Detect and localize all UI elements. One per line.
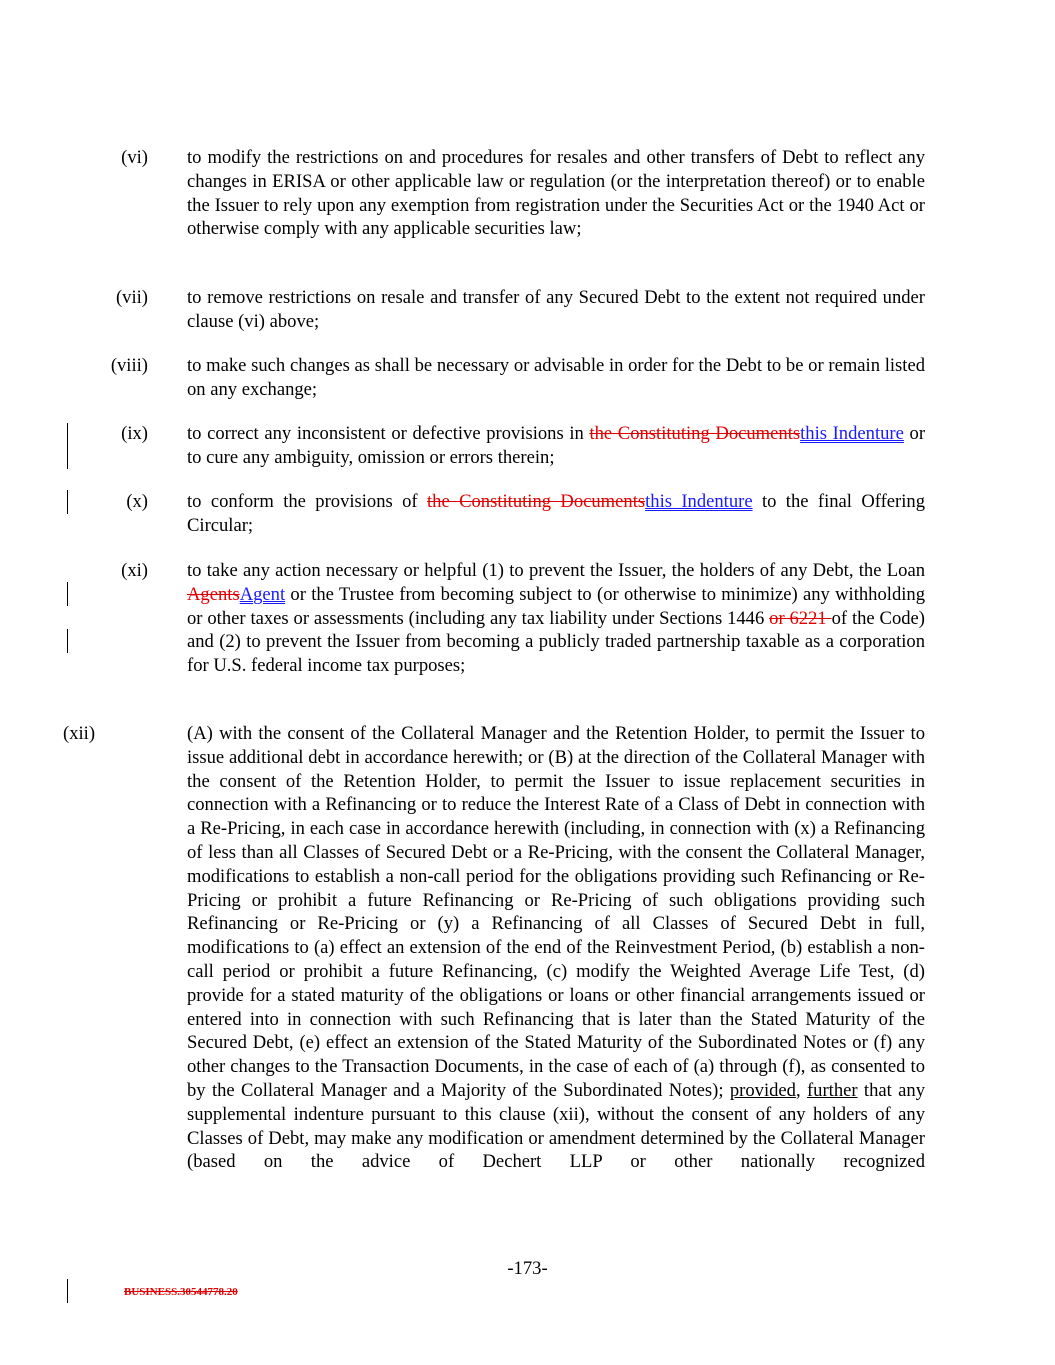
page-number: -173-	[507, 1258, 548, 1279]
inserted-text: Agent	[239, 583, 286, 605]
clause-number: (xii)	[63, 723, 96, 744]
clause-number: (vii)	[115, 287, 148, 308]
clause-text: to conform the provisions of	[187, 491, 427, 512]
clause-text: or to cure any ambiguity, omission or errors therein;	[187, 423, 926, 468]
document-id: BUSINESS.30544778.20	[124, 1286, 238, 1298]
clause-ix	[121, 422, 926, 470]
clause-text: to correct any inconsistent or defective provisions in	[187, 423, 590, 444]
deleted-text: the Constituting Documents	[427, 491, 646, 512]
clause-text: to make such changes as shall be necessary or advisable in order for the Debt to be or remain listed on any exchange;	[187, 355, 925, 400]
clause-xii	[63, 722, 926, 1174]
clause-number: (ix)	[121, 423, 148, 444]
clause-vii	[115, 286, 925, 334]
clause-text: (A) with the consent of the Collateral Manager and the Retention Holder, to permit the Issuer to issue additional debt in accordance herewith; or (B) at the direction of the Collateral Manager with the consent of the Retention Holder, to permit the Issuer to issue replacement securities in connection with a Refinancing or to reduce the Interest Rate of a Class of Debt in connection with a Re-Pricing, in each case in accordance herewith (including, in connection with (x) a Refinancing of less than all Classes of Secured Debt or a Re-Pricing, with the consent the Collateral Manager, modifications to establish a non-call period for the obligations providing such Refinancing or Re-Pricing or prohibit a future Refinancing or Re-Pricing of such obligations providing such Refinancing or Re-Pricing or (y) a Refinancing of all Classes of Secured Debt in full, modifications to (a) effect an extension of the end of the Reinvestment Period, (b) establish a non-call period or prohibit a future Refinancing, (c) modify the Weighted Average Life Test, (d) provide for a stated maturity of the obligations or loans or other financial arrangements issued or entered into in connection with such Refinancing that is later than the Stated Maturity of the Secured Debt, (e) effect an extension of the Stated Maturity of the Subordinated Notes or (f) any other changes to the Transaction Documents, in the case of each of (a) through (f), as consented to by the Collateral Manager and a Majority of the Subordinated Notes);	[187, 723, 925, 1101]
deleted-text: the Constituting Documents	[589, 423, 801, 444]
clause-number: (vi)	[121, 147, 148, 168]
underlined-term: further	[806, 1079, 858, 1101]
clause-text: to take any action necessary or helpful (1) to prevent the Issuer, the holders of any Debt, the Loan	[187, 560, 925, 581]
change-bar	[67, 629, 68, 653]
clause-text: to remove restrictions on resale and transfer of any Secured Debt to the extent not required under clause (vi) above;	[187, 287, 925, 332]
inserted-text: this Indenture	[645, 491, 753, 512]
clause-text: ,	[795, 1079, 807, 1101]
inserted-text: this Indenture	[800, 423, 904, 444]
clause-text: to the final Offering Circular;	[187, 491, 926, 536]
clause-text: or the Trustee from becoming subject to (or otherwise to minimize) any withholding or other taxes or assessments (including any tax liability under Sections 1446	[187, 583, 925, 629]
clause-vi	[121, 146, 925, 241]
clause-number: (x)	[126, 491, 148, 512]
clause-viii	[110, 354, 925, 402]
deleted-text: or 6221	[769, 607, 832, 629]
clause-number: (xi)	[121, 560, 148, 581]
underlined-term: provided	[729, 1079, 796, 1101]
clause-x	[126, 490, 926, 538]
clause-text: that any supplemental indenture pursuant to this clause (xii), without the consent of any holders of any Classes of Debt, may make any modification or amendment determined by the Collateral Manager (based on the advice of Dechert LLP or other nationally recognized	[187, 1079, 926, 1173]
clause-xi	[121, 559, 925, 678]
deleted-text: Agents	[187, 583, 240, 605]
change-bar	[67, 1279, 68, 1303]
change-bar	[67, 582, 68, 606]
clause-text: to modify the restrictions on and procedures for resales and other transfers of Debt to reflect any changes in ERISA or other applicable law or regulation (or the interpretation thereof) or to enable the Issuer to rely upon any exemption from registration under the Securities Act or the 1940 Act or otherwise comply with any applicable securities law;	[187, 147, 925, 240]
clause-text: of the Code) and (2) to prevent the Issuer from becoming a publicly traded partnership taxable as a corporation for U.S. federal income tax purposes;	[187, 607, 925, 677]
clause-number: (viii)	[110, 355, 148, 376]
